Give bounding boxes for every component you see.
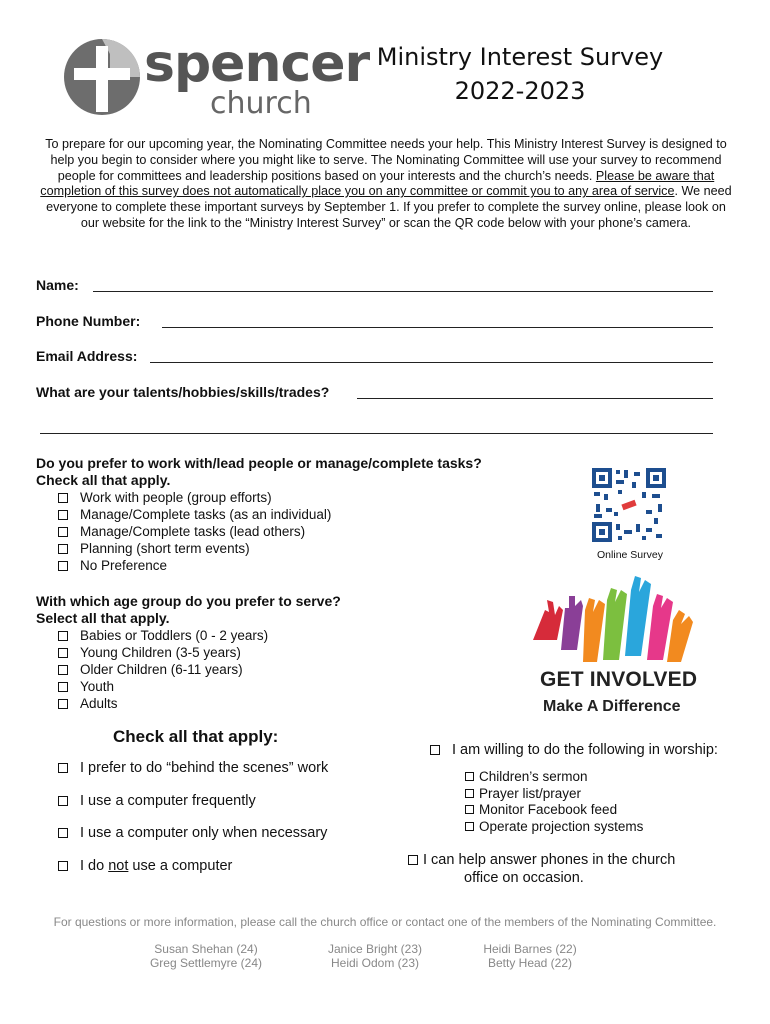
checkbox[interactable] <box>58 510 68 520</box>
work-pref-question <box>36 455 482 489</box>
checkbox[interactable] <box>408 855 418 865</box>
title-line-1: Ministry Interest Survey <box>376 43 664 71</box>
option-label: Older Children (6-11 years) <box>80 662 243 677</box>
option-label: Babies or Toddlers (0 - 2 years) <box>80 628 269 643</box>
checkbox-option[interactable] <box>58 661 268 678</box>
checkbox[interactable] <box>58 665 68 675</box>
committee-member: Heidi Barnes (22) <box>483 942 577 956</box>
checkbox[interactable] <box>58 561 68 571</box>
phones-option[interactable] <box>408 851 708 887</box>
option-label-part: I do <box>80 858 109 874</box>
checkbox-option[interactable] <box>465 802 643 819</box>
footer-text: For questions or more information, please call the church office or contact one of the members of the Nominating Committee. <box>53 915 717 929</box>
raised-hands-icon <box>525 570 705 670</box>
checkbox-option[interactable] <box>58 858 232 874</box>
checkbox-option[interactable] <box>58 760 328 776</box>
option-label: I use a computer only when necessary <box>80 825 328 841</box>
work-pref-q2: Check all that apply. <box>36 472 171 488</box>
option-label: Adults <box>80 696 118 711</box>
committee-column-3 <box>450 942 610 970</box>
age-pref-question <box>36 593 341 627</box>
church-logo <box>62 34 370 124</box>
checkbox[interactable] <box>58 699 68 709</box>
name-label: Name: <box>36 277 79 293</box>
checkbox[interactable] <box>430 745 440 755</box>
checkbox-option[interactable] <box>58 489 331 506</box>
checkbox[interactable] <box>465 772 474 781</box>
committee-member: Susan Shehan (24) <box>154 942 258 956</box>
checkbox[interactable] <box>58 828 68 838</box>
intro-text-2: . We need everyone to complete these important surveys by September 1. If you prefer to complete the survey online, please look on our website for the link to the “Ministry Interest Survey” or scan the QR code below with your phone’s camera. <box>46 184 732 230</box>
option-label: Planning (short term events) <box>80 541 250 556</box>
option-label: Manage/Complete tasks (as an individual) <box>80 507 332 522</box>
checkbox[interactable] <box>58 648 68 658</box>
checkbox-option[interactable] <box>465 769 643 786</box>
option-label: Children’s sermon <box>479 769 588 784</box>
intro-paragraph <box>36 137 736 232</box>
checkbox-option[interactable] <box>58 695 268 712</box>
checkbox[interactable] <box>465 805 474 814</box>
checkbox-option[interactable] <box>58 644 268 661</box>
committee-member: Betty Head (22) <box>487 956 573 970</box>
phone-label: Phone Number: <box>36 313 141 329</box>
checkbox-option[interactable] <box>465 819 643 836</box>
intro-underlined-text: Please be aware that completion of this survey does not automatically place you on any committee or commit you to any area of service <box>40 168 715 199</box>
option-label: I am willing to do the following in worship: <box>452 742 718 758</box>
checkbox[interactable] <box>58 493 68 503</box>
option-label: Monitor Facebook feed <box>479 802 618 817</box>
talents-field[interactable] <box>357 398 713 399</box>
checkbox[interactable] <box>465 789 474 798</box>
name-field[interactable] <box>93 291 713 292</box>
worship-option[interactable] <box>430 742 718 758</box>
checkbox[interactable] <box>465 822 474 831</box>
checkbox-option[interactable] <box>465 786 643 803</box>
check-all-heading: Check all that apply: <box>113 727 279 746</box>
intro-text-1: To prepare for our upcoming year, the Nominating Committee needs your help. This Ministry Interest Survey is designed to help you begin to consider where you might like to serve. The Nominating Committee will use your survey to recommend people for committees and leadership positions based on your interests and the church’s needs. <box>45 137 727 183</box>
email-field[interactable] <box>150 362 713 363</box>
qr-code-icon <box>592 468 666 542</box>
phone-field[interactable] <box>162 327 713 328</box>
checkbox[interactable] <box>58 631 68 641</box>
option-label: No Preference <box>80 558 168 573</box>
worship-sub-options <box>465 769 643 835</box>
committee-member: Janice Bright (23) <box>327 942 423 956</box>
qr-label: Online Survey <box>597 549 663 561</box>
email-label: Email Address: <box>36 348 138 364</box>
option-label-line-2: office on occasion. <box>464 870 584 886</box>
checkbox-option[interactable] <box>58 506 331 523</box>
option-label: I can help answer phones in the church <box>423 852 676 868</box>
age-pref-options <box>58 627 268 712</box>
age-pref-q1: With which age group do you prefer to serve? <box>36 593 341 609</box>
logo-word-church: church <box>210 86 312 121</box>
committee-column-1 <box>126 942 286 970</box>
checkbox-option[interactable] <box>58 825 327 841</box>
option-label: Work with people (group efforts) <box>80 490 272 505</box>
option-label <box>80 858 232 874</box>
checkbox[interactable] <box>58 796 68 806</box>
checkbox-option[interactable] <box>58 793 256 809</box>
option-label-part: use a computer <box>128 858 233 874</box>
checkbox[interactable] <box>58 763 68 773</box>
committee-member: Greg Settlemyre (24) <box>149 956 263 970</box>
cross-circle-icon <box>62 34 142 120</box>
page-title <box>350 40 690 108</box>
option-label-emphasis: not <box>108 858 129 874</box>
checkbox-option[interactable] <box>58 523 331 540</box>
committee-member: Heidi Odom (23) <box>330 956 420 970</box>
option-label: Manage/Complete tasks (lead others) <box>80 524 306 539</box>
checkbox-option[interactable] <box>58 557 331 574</box>
work-pref-q1: Do you prefer to work with/lead people or manage/complete tasks? <box>36 455 482 471</box>
title-line-2: 2022-2023 <box>454 77 586 105</box>
age-pref-q2: Select all that apply. <box>36 610 170 626</box>
option-label: Prayer list/prayer <box>479 785 582 801</box>
checkbox-option[interactable] <box>58 627 268 644</box>
checkbox[interactable] <box>58 527 68 537</box>
qr-code[interactable] <box>592 468 666 542</box>
checkbox-option[interactable] <box>58 678 268 695</box>
option-label: Operate projection systems <box>479 818 644 834</box>
talents-label: What are your talents/hobbies/skills/trades? <box>36 384 330 400</box>
option-label: Youth <box>80 679 115 694</box>
checkbox[interactable] <box>58 682 68 692</box>
checkbox[interactable] <box>58 861 68 871</box>
get-involved-title: GET INVOLVED <box>540 668 698 691</box>
get-involved-subtitle: Make A Difference <box>543 698 681 715</box>
talents-field-line-2[interactable] <box>40 433 713 434</box>
option-label: Young Children (3-5 years) <box>80 645 241 660</box>
logo-word-spencer: spencer <box>144 34 370 94</box>
work-pref-options <box>58 489 331 574</box>
checkbox[interactable] <box>58 544 68 554</box>
option-label: I use a computer frequently <box>80 793 256 809</box>
checkbox-option[interactable] <box>58 540 331 557</box>
option-label: I prefer to do “behind the scenes” work <box>80 760 329 776</box>
committee-column-2 <box>295 942 455 970</box>
